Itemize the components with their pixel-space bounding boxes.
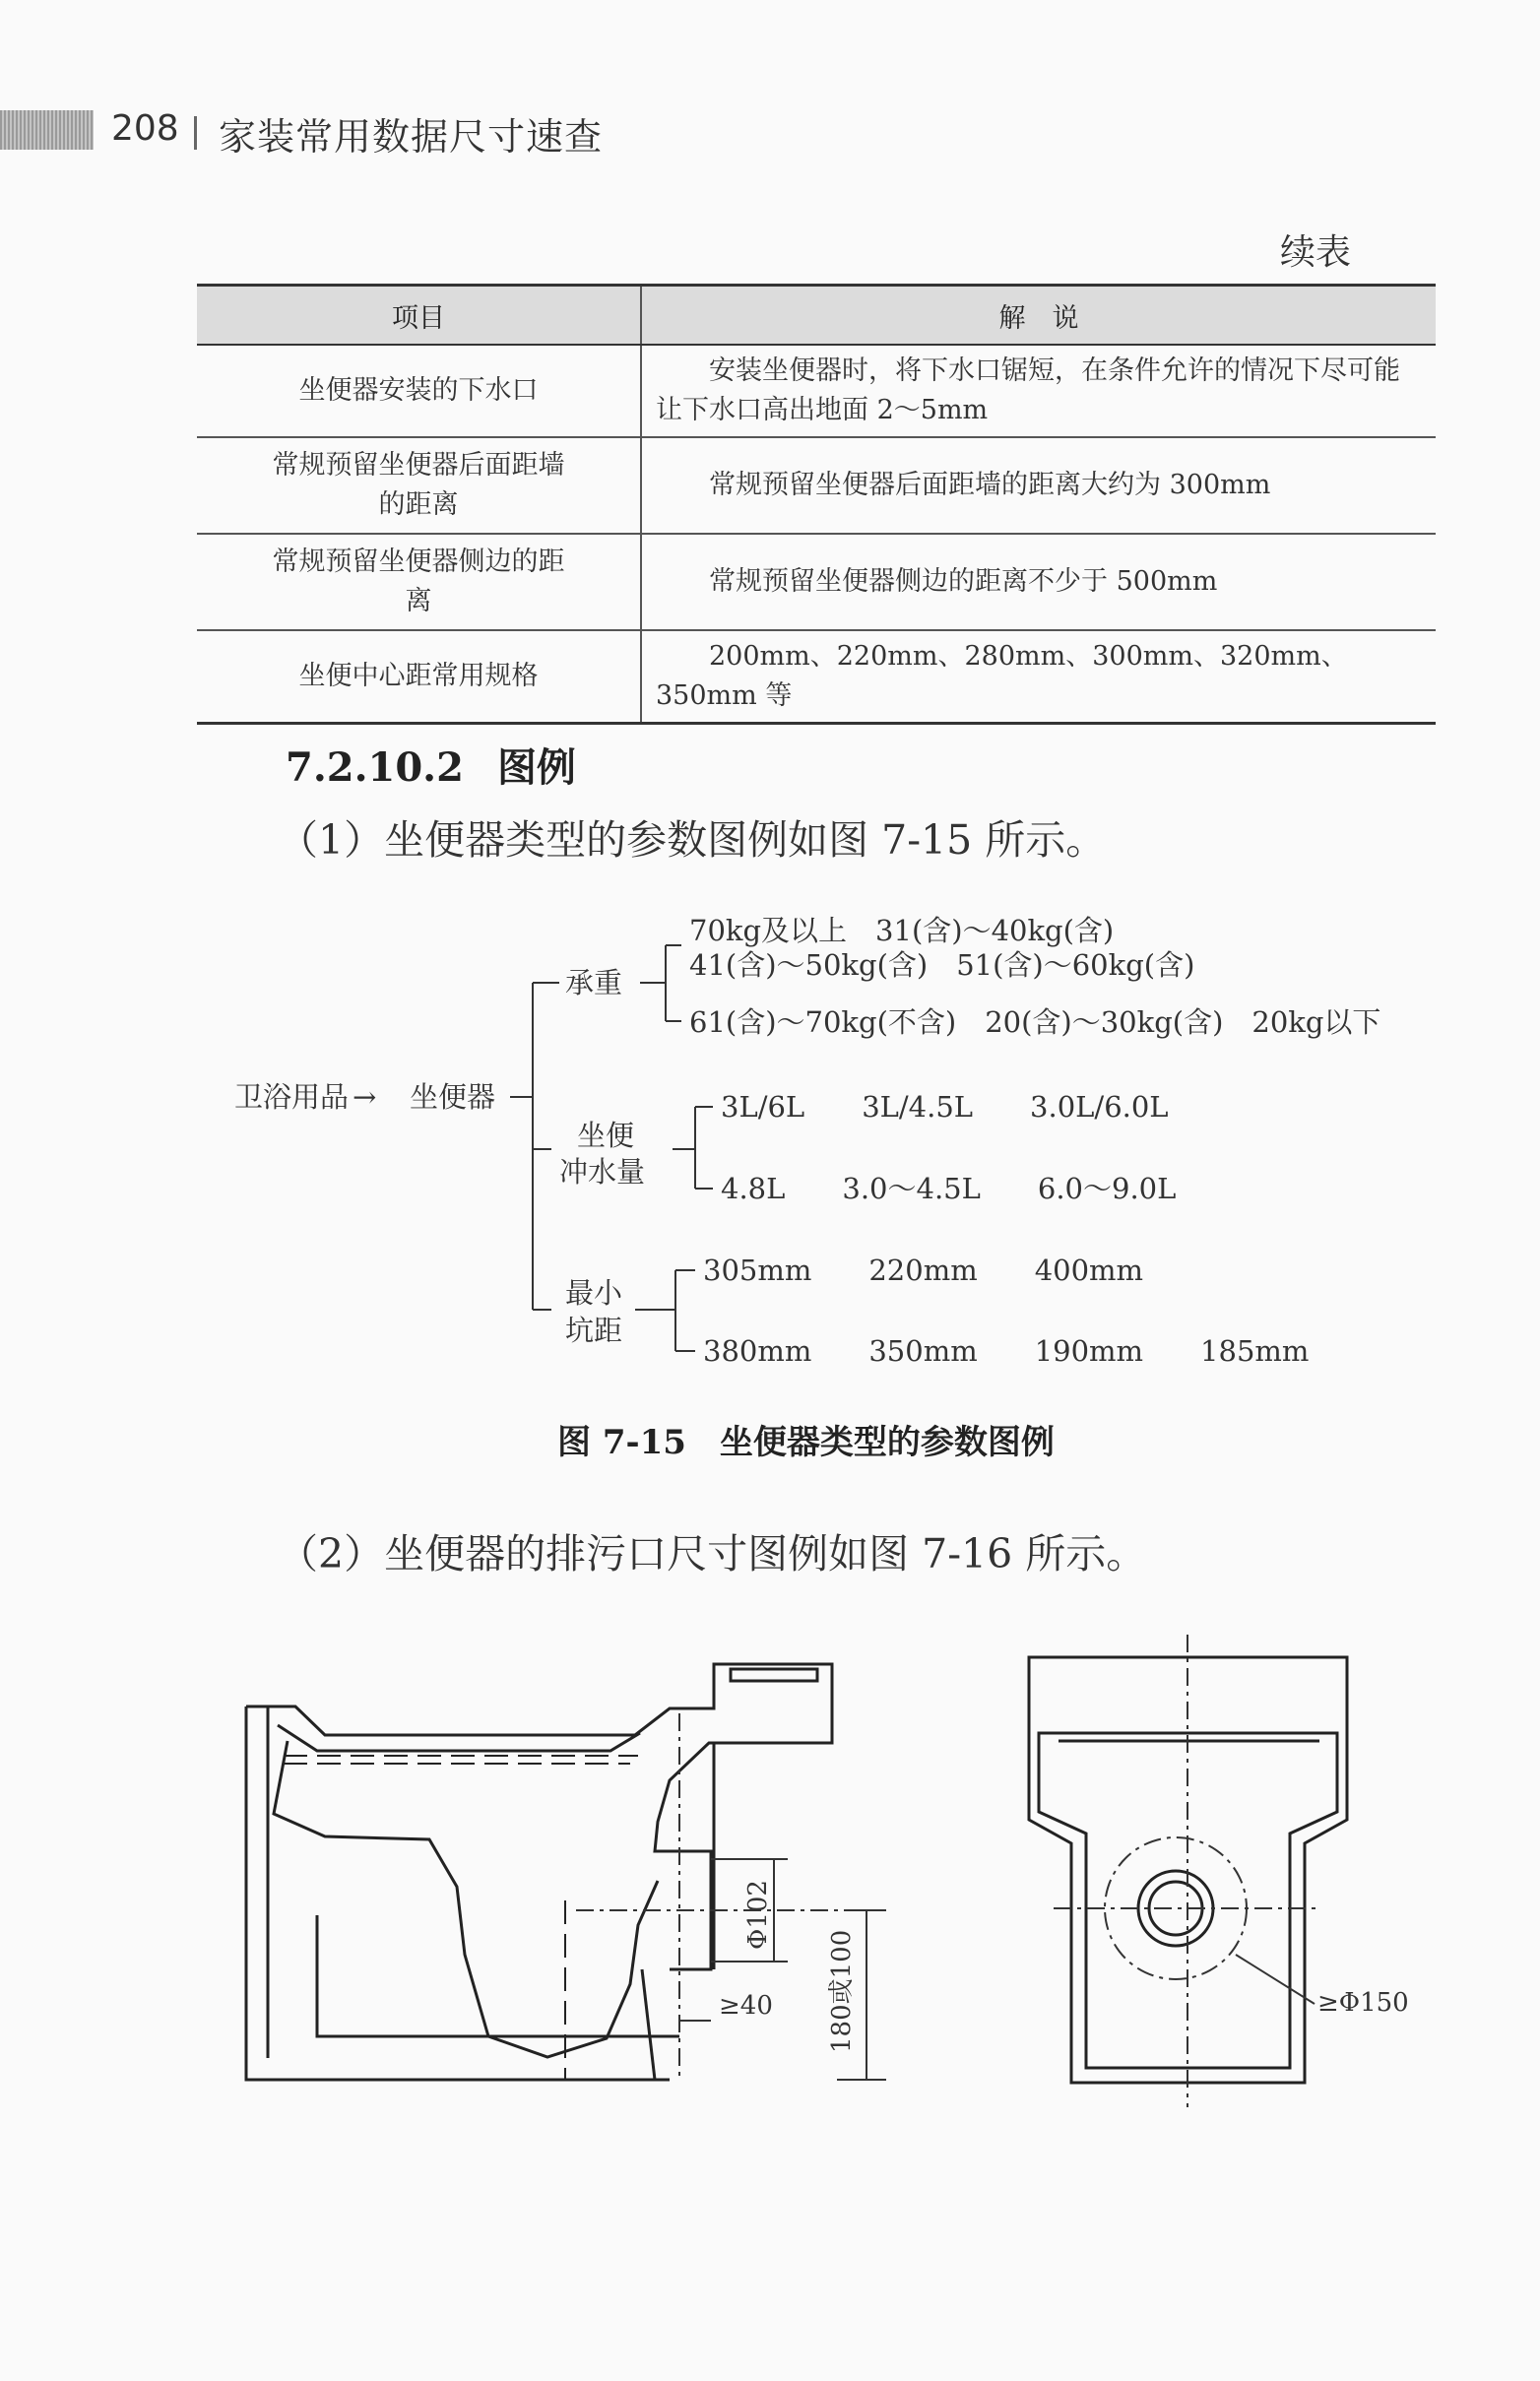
table-header-item: 项目 [197, 286, 641, 346]
tree-leaf: 4.8L 3.0～4.5L 6.0～9.0L [721, 1172, 1177, 1205]
tree-leaf: 70kg及以上 31(含)～40kg(含) [689, 914, 1115, 947]
table-cell-item: 坐便中心距常用规格 [197, 630, 641, 724]
tree-branch-flush-2: 冲水量 [559, 1155, 646, 1189]
table-cell-text: 常规预留坐便器后面距墙的距离大约为 300mm [709, 470, 1271, 500]
tree-leaf: 41(含)～50kg(含) 51(含)～60kg(含) [689, 948, 1195, 982]
section-title: 图例 [496, 745, 576, 791]
continued-label: 续表 [1279, 232, 1351, 273]
table-cell-text: 200mm、220mm、280mm、300mm、320mm、350mm 等 [656, 641, 1348, 711]
dim-height-label: 180或100 [827, 1929, 857, 2053]
tree-root: 卫浴用品 [234, 1080, 350, 1114]
page-number: 208 [111, 108, 179, 149]
tree-branch-pit: 最小 [565, 1276, 623, 1310]
tree-branch-pit-2: 坑距 [565, 1314, 623, 1347]
dim-outlet-label: ≥Φ150 [1317, 1988, 1409, 2018]
tree-leaf: 3L/6L 3L/4.5L 3.0L/6.0L [721, 1090, 1169, 1124]
dim-gap-label: ≥40 [719, 1991, 773, 2021]
section-number: 7.2.10.2 [286, 744, 464, 791]
table-cell-item: 常规预留坐便器后面距墙的距离 [197, 437, 641, 534]
tree-leaf: 305mm 220mm 400mm [703, 1254, 1144, 1287]
table-cell-text: 常规预留坐便器侧边的距离不少于 500mm [709, 566, 1218, 597]
tree-node: 坐便器 [410, 1080, 496, 1114]
tree-leaf: 61(含)～70kg(不含) 20(含)～30kg(含) 20kg以下 [689, 1005, 1381, 1039]
paragraph-2: （2）坐便器的排污口尺寸图例如图 7-16 所示。 [278, 1530, 1147, 1577]
table-cell-item: 坐便器安装的下水口 [197, 345, 641, 437]
figure-caption: 坐便器类型的参数图例 [719, 1423, 1055, 1462]
table-cell-text: 安装坐便器时，将下水口锯短，在条件允许的情况下尽可能让下水口高出地面 2～5mm [656, 355, 1400, 425]
paragraph-1: （1）坐便器类型的参数图例如图 7-15 所示。 [278, 816, 1107, 864]
book-title: 家装常用数据尺寸速查 [219, 115, 604, 159]
figure-number: 图 7-15 [557, 1423, 686, 1462]
table-cell-item: 常规预留坐便器侧边的距离 [197, 534, 641, 630]
tree-branch-load: 承重 [565, 966, 623, 999]
tree-leaf: 380mm 350mm 190mm 185mm [703, 1334, 1310, 1368]
dim-pipe-label: Φ102 [743, 1880, 773, 1950]
table-header-desc: 解 说 [641, 286, 1436, 346]
tree-branch-flush: 坐便 [577, 1119, 635, 1152]
tree-arrow: → [353, 1080, 377, 1114]
